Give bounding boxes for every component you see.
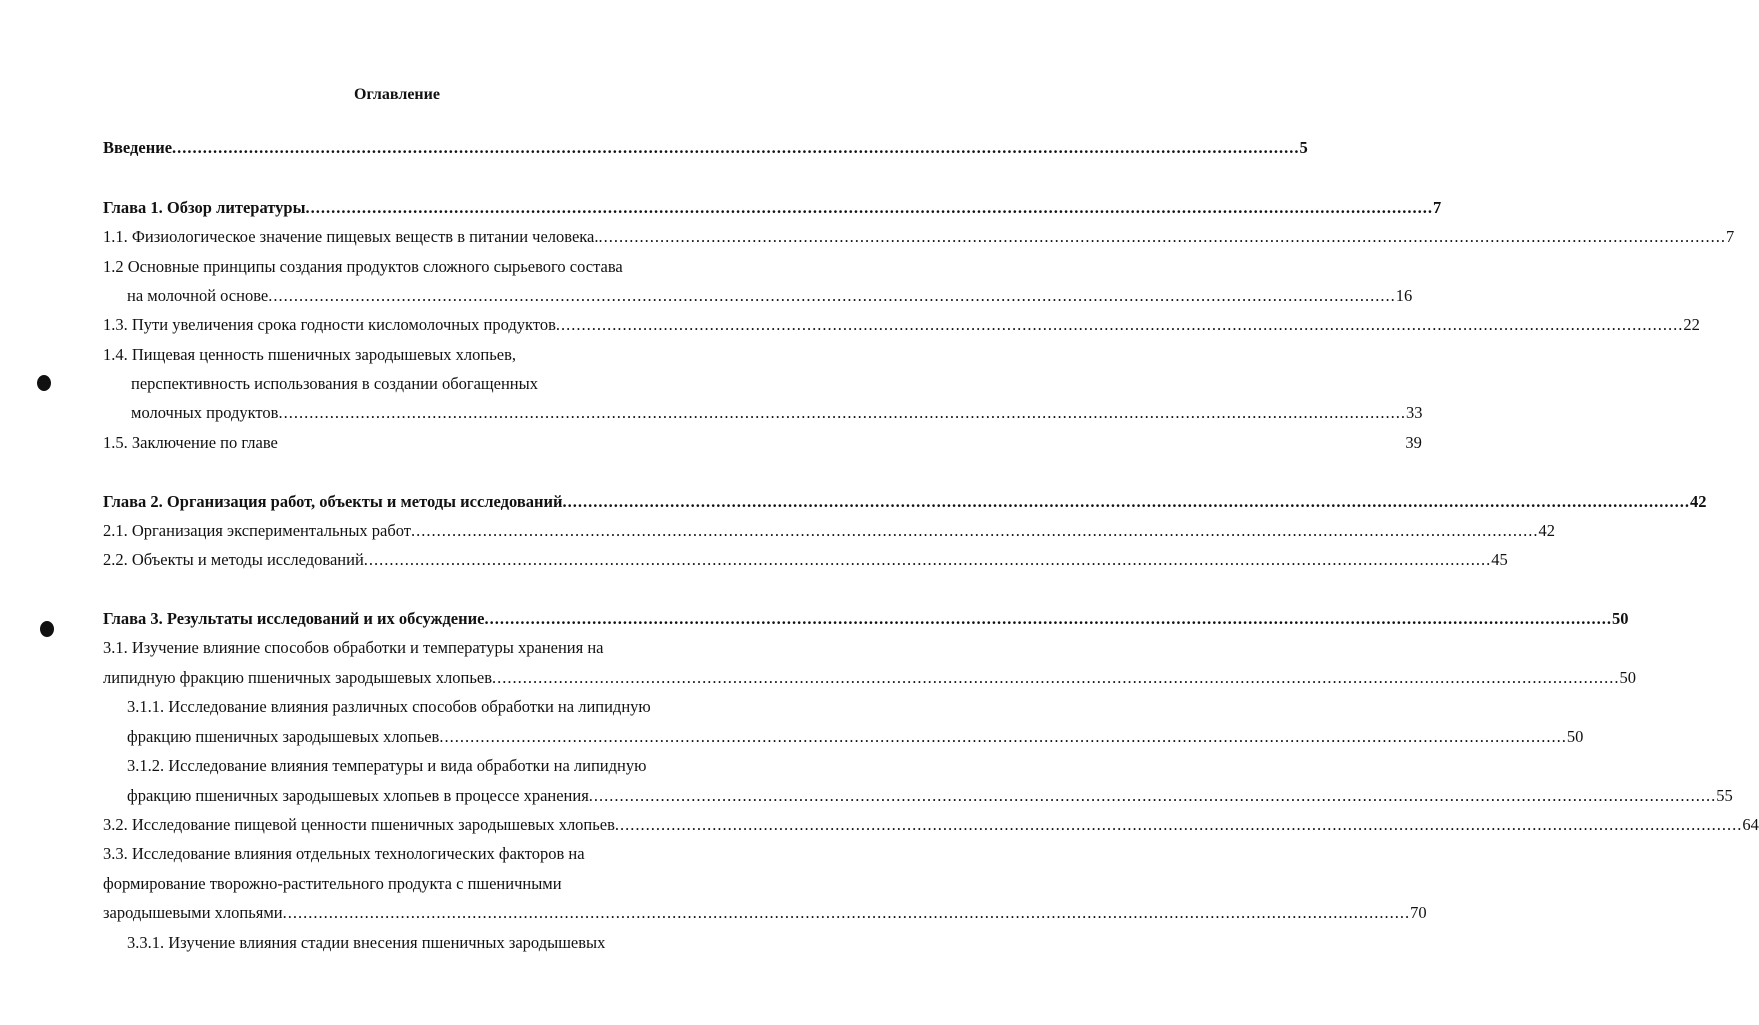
toc-entry-intro: [103, 137, 1308, 159]
toc-entry-text: 3.1. Изучение влияние способов обработки и температуры хранения на: [103, 638, 604, 657]
toc-entry-page: 45: [1491, 550, 1508, 569]
toc-entry-text: 3.3.1. Изучение влияния стадии внесения пшеничных зародышевых: [127, 933, 606, 952]
toc-entry-text: 3.3. Исследование влияния отдельных технологических факторов на: [103, 844, 585, 863]
toc-entry-1-5: [103, 432, 1422, 454]
toc-leader-dots: ............................................................................................................................................................................................................................: [588, 786, 1717, 805]
toc-entry-text: на молочной основе: [127, 286, 269, 305]
toc-entry-chapter-1: [103, 197, 1442, 219]
toc-entry-text: 1.2 Основные принципы создания продуктов сложного сырьевого состава: [103, 257, 623, 276]
toc-entry-1-4: [103, 344, 516, 366]
toc-leader-dots: ............................................................................................................................................................................................................................: [484, 609, 1612, 628]
toc-entry-text: зародышевыми хлопьями: [103, 903, 283, 922]
toc-entry-1-3: [103, 314, 1700, 336]
toc-entry-2-2: [103, 549, 1508, 571]
toc-leader-dots: ............................................................................................................................................................................................................................: [439, 727, 1567, 746]
toc-leader-dots: ............................................................................................................................................................................................................................: [411, 521, 1539, 540]
toc-entry-text: фракцию пшеничных зародышевых хлопьев в процессе хранения: [127, 786, 589, 805]
toc-entry-text: 1.1. Физиологическое значение пищевых веществ в питании человека.: [103, 227, 599, 246]
toc-leader-dots: ............................................................................................................................................................................................................................: [555, 315, 1684, 334]
toc-entry-page: 42: [1690, 492, 1707, 511]
toc-entry-3-1: [103, 637, 604, 659]
toc-entry-page: 50: [1566, 727, 1584, 746]
toc-entry-3-1-1-cont: [127, 726, 1584, 748]
toc-entry-text: 3.2. Исследование пищевой ценности пшеничных зародышевых хлопьев: [103, 815, 615, 834]
toc-entry-page: 7: [1726, 227, 1735, 246]
toc-entry-3-1-2: [127, 755, 646, 777]
ink-blot-mark: [37, 375, 51, 391]
toc-entry-1-2-cont: [127, 285, 1413, 307]
toc-entry-text: липидную фракцию пшеничных зародышевых хлопьев: [103, 668, 492, 687]
toc-entry-text: 3.1.1. Исследование влияния различных способов обработки на липидную: [127, 697, 651, 716]
toc-entry-text: 1.4. Пищевая ценность пшеничных зародышевых хлопьев,: [103, 345, 516, 364]
toc-entry-page: 70: [1410, 903, 1427, 922]
toc-leader-dots: ............................................................................................................................................................................................................................: [305, 198, 1433, 217]
toc-entry-page: 50: [1611, 609, 1629, 628]
toc-entry-page: 39: [1405, 433, 1422, 452]
toc-entry-chapter-3: [103, 608, 1629, 630]
toc-entry-text: Глава 1. Обзор литературы: [103, 198, 306, 217]
toc-entry-text: 2.2. Объекты и методы исследований: [103, 550, 364, 569]
toc-entry-text: Глава 3. Результаты исследований и их обсуждение: [103, 609, 485, 628]
toc-entry-text: Глава 2. Организация работ, объекты и методы исследований: [103, 492, 563, 511]
toc-entry-text: 3.1.2. Исследование влияния температуры и вида обработки на липидную: [127, 756, 647, 775]
toc-entry-text: молочных продуктов: [131, 403, 279, 422]
toc-entry-3-3-cont: [103, 902, 1427, 924]
toc-entry-page: 5: [1299, 138, 1308, 157]
toc-entry-page: 7: [1433, 198, 1442, 217]
toc-leader-dots: ............................................................................................................................................................................................................................: [614, 815, 1743, 834]
toc-entry-chapter-2: [103, 491, 1707, 513]
toc-entry-page: 22: [1683, 315, 1700, 334]
toc-entry-page: 16: [1395, 286, 1413, 305]
toc-entry-2-1: [103, 520, 1555, 542]
toc-leader-dots: ............................................................................................................................................................................................................................: [282, 903, 1411, 922]
toc-leader-dots: ............................................................................................................................................................................................................................: [363, 550, 1492, 569]
toc-entry-text: фракцию пшеничных зародышевых хлопьев: [127, 727, 440, 746]
toc-leader-dots: ............................................................................................................................................................................................................................: [562, 492, 1690, 511]
toc-entry-page: 42: [1538, 521, 1555, 540]
toc-entry-text: 1.3. Пути увеличения срока годности кисломолочных продуктов: [103, 315, 556, 334]
toc-entry-3-3-1: [127, 932, 605, 954]
toc-entry-text: Введение: [103, 138, 173, 157]
toc-entry-1-4-cont: [131, 402, 1423, 424]
toc-entry-3-3-cont: [103, 873, 562, 895]
toc-entry-3-3: [103, 843, 585, 865]
toc-entry-text: 2.1. Организация экспериментальных работ: [103, 521, 411, 540]
toc-leader-dots: ............................................................................................................................................................................................................................: [491, 668, 1620, 687]
toc-entry-text: формирование творожно-растительного продукта с пшеничными: [103, 874, 562, 893]
toc-entry-page: 55: [1716, 786, 1733, 805]
toc-entry-3-2: [103, 814, 1759, 836]
toc-entry-1-2: [103, 256, 623, 278]
toc-entry-text: перспективность использования в создании обогащенных: [131, 374, 538, 393]
toc-entry-page: 64: [1742, 815, 1759, 834]
toc-leader-dots: ............................................................................................................................................................................................................................: [172, 138, 1300, 157]
toc-entry-page: 33: [1405, 403, 1423, 422]
toc-entry-page: 50: [1619, 668, 1636, 687]
toc-entry-3-1-cont: [103, 667, 1636, 689]
toc-entry-1-1: [103, 226, 1735, 248]
toc-entry-1-4-cont: [131, 373, 538, 395]
ink-blot-mark: [40, 621, 54, 637]
toc-entry-3-1-1: [127, 696, 651, 718]
toc-entry-3-1-2-cont: [127, 785, 1733, 807]
page-title: Оглавление: [354, 86, 440, 103]
toc-leader-dots: ............................................................................................................................................................................................................................: [598, 227, 1726, 246]
toc-leader-dots: ............................................................................................................................................................................................................................: [268, 286, 1396, 305]
toc-leader-dots: ............................................................................................................................................................................................................................: [278, 403, 1406, 422]
toc-entry-text: 1.5. Заключение по главе: [103, 433, 278, 452]
